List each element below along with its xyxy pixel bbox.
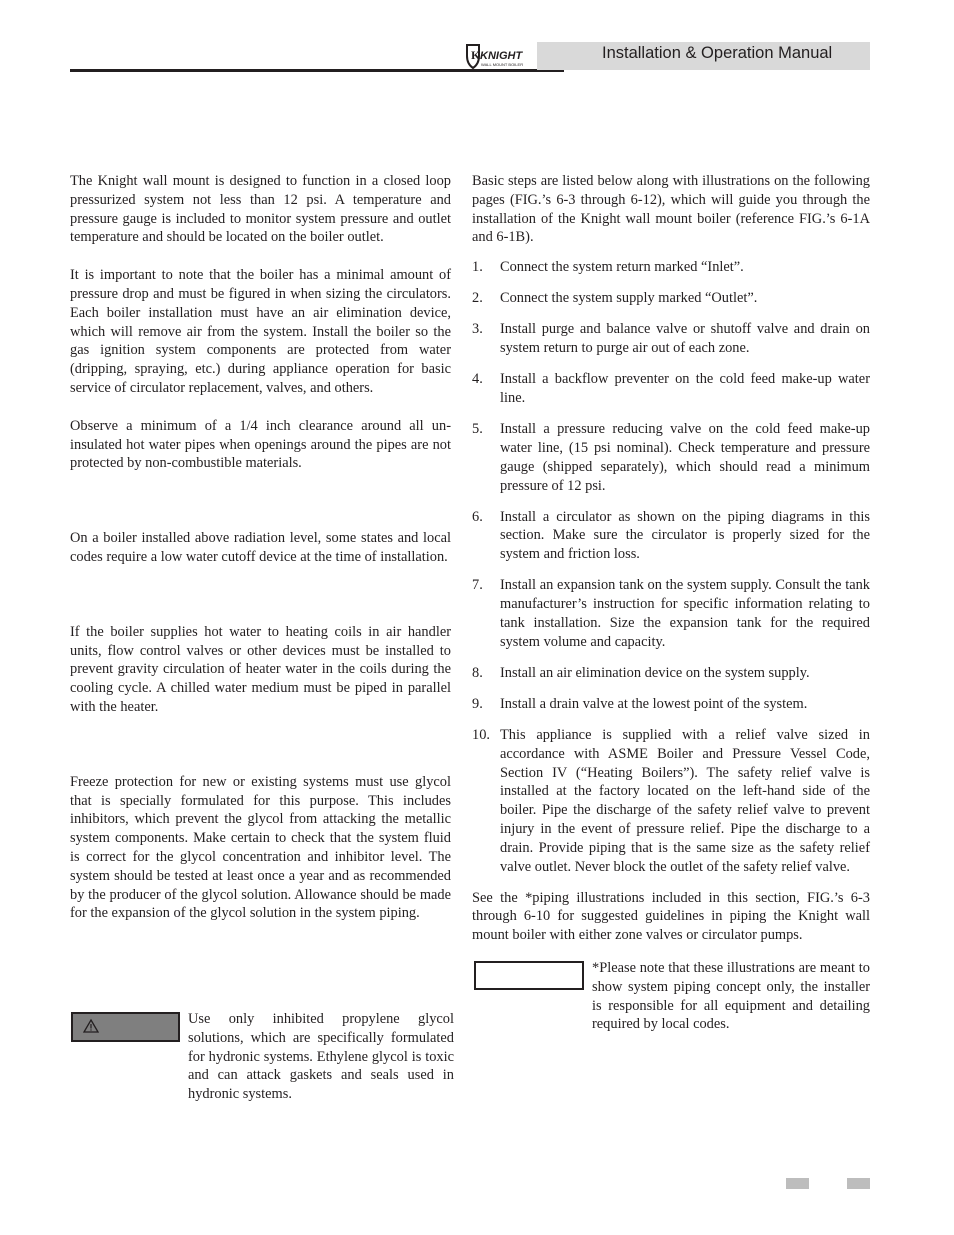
step-text: Install an expansion tank on the system supply. Consult the tank manufacturer’s instruction for specific information relating to tank installation. Size the expansion tank for the required system volume and capacity. [500,577,870,650]
list-item [472,370,870,408]
warning-triangle-icon [83,1018,99,1034]
paragraph-chilled-water: If the boiler supplies hot water to heating coils in air handler units, flow control valves or other devices must be installed to prevent gravity circulation of heater water in the coils during the cooling cycle. A chilled water medium must be piped in parallel with the heater. [70,623,451,715]
list-item [472,289,870,308]
step-text: Connect the system return marked “Inlet”. [500,259,744,276]
step-number: 10. [472,727,490,743]
step-text: Install an air elimination device on the system supply. [500,664,810,681]
step-number: 1. [472,259,483,276]
header-rule [70,69,564,72]
left-column [70,172,451,923]
step-text: Install a drain valve at the lowest point of the system. [500,695,808,712]
step-number: 5. [472,421,483,438]
list-item [472,420,870,495]
paragraph-pressure-system: The Knight wall mount is designed to function in a closed loop pressurized system not less than 12 psi. A temperature and pressure gauge is included to monitor system pressure and outlet temperature and should be located on the boiler outlet. [70,173,451,246]
list-item [472,695,870,714]
knight-logo-icon [465,42,537,70]
list-item [472,726,870,876]
logo-wordmark: KNIGHT [480,50,523,62]
step-text: Install a backflow preventer on the cold feed make-up water line. [500,371,870,407]
step-number: 6. [472,508,483,525]
warning-label-box [71,1012,180,1042]
paragraph-freeze-protection: Freeze protection for new or existing systems must use glycol that is specially formulated for this purpose. This includes inhibitors, which prevent the glycol from attacking the metallic system components. Make certain to check that the system fluid is correct for the glycol concentration and inhibitor level. The system should be tested at least once a year and as recommended by the producer of the glycol solution. Allowance should be made for the expansion of the glycol solution in the system piping. [70,773,451,922]
step-text: Install a pressure reducing valve on the cold feed make-up water line, (15 psi nominal). Check temperature and pressure gauge (shipped separately), which should read a minimum pressure of 12 psi. [500,421,870,494]
note-label-box [474,961,584,990]
step-number: 4. [472,371,483,388]
step-number: 8. [472,664,483,681]
list-item [472,508,870,564]
right-column [472,172,870,945]
list-item [472,576,870,651]
warning-text: Use only inhibited propylene glycol solutions, which are specifically formulated for hydronic systems. Ethylene glycol is toxic and can attack gaskets and seals used in hydronic systems. [188,1011,454,1103]
step-text: Install purge and balance valve or shutoff valve and drain on system return to purge air out of each zone. [500,321,870,357]
paragraph-low-water-cutoff: On a boiler installed above radiation level, some states and local codes require a low water cutoff device at the time of installation. [70,530,451,565]
logo-subtext: WALL MOUNT BOILER [481,62,524,67]
footer-tab-right [847,1178,870,1189]
installation-steps-list [472,258,870,876]
list-item [472,320,870,358]
step-text: Install a circulator as shown on the piping diagrams in this section. Make sure the circulator is properly sized for the system and friction loss. [500,508,870,563]
note-text: *Please note that these illustrations are meant to show system piping concept only, the installer is responsible for all equipment and detailing required by local codes. [592,960,870,1033]
step-number: 9. [472,695,483,712]
list-item [472,258,870,277]
footer-tab-left [786,1178,809,1189]
step-text: Connect the system supply marked “Outlet”. [500,290,758,307]
paragraph-pressure-drop: It is important to note that the boiler has a minimal amount of pressure drop and must be figured in when sizing the circulators. Each boiler installation must have an air elimination device, which will remove air from the system. Install the boiler so the gas ignition system components are protected from water (dripping, spraying, etc.) during appliance operation for basic service of circulator replacement, valves, and others. [70,267,451,396]
svg-text:K: K [471,48,481,62]
step-number: 2. [472,290,483,307]
paragraph-basic-steps-intro: Basic steps are listed below along with illustrations on the following pages (FIG.’s 6-3 through 6-12), which will guide you through the installation of the Knight wall mount boiler (reference FIG.’s 6-1A and 6-1B). [472,173,870,246]
step-number: 3. [472,321,483,338]
step-number: 7. [472,577,483,594]
step-text: This appliance is supplied with a relief valve sized in accordance with ASME Boiler and Pressure Vessel Code, Section IV (“Heating Boilers”). The safety relief valve is installed at the factory located on the left-hand side of the boiler. Pipe the discharge of the safety relief valve to prevent injury in the event of pressure relief. Pipe the discharge to a drain. Provide piping that is the same size as the safety relief valve outlet. Never block the outlet of the safety relief valve. [500,727,870,875]
paragraph-clearance: Observe a minimum of a 1/4 inch clearance around all un-insulated hot water pipes when openings around the pipes are not protected by non-combustible materials. [70,417,451,472]
page-title: Installation & Operation Manual [602,44,833,62]
list-item [472,664,870,683]
paragraph-piping-illustrations: See the *piping illustrations included in this section, FIG.’s 6-3 through 6-10 for suggested guidelines in piping the Knight wall mount boiler with either zone valves or circulator pumps. [472,889,870,944]
